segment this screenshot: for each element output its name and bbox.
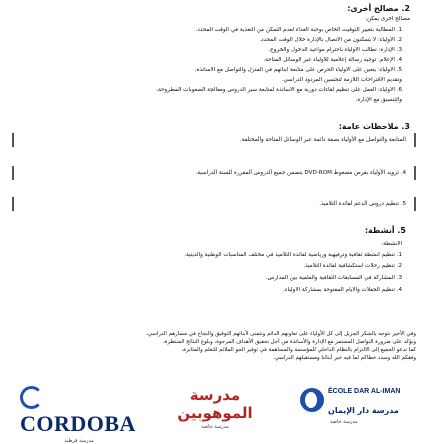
closing-line-3: كما ندعو الجميع إلى الالتزام بالنظام الداخلي للمؤسسة والمساهمة في توفير الجو الملائم للتعلم والمثابرة، [181,347,416,353]
s3-box-2: 4. تزويد الأولياء بقرص مضغوط DVD-ROM يتضمن جميع الدروس المقررة للسنة الدراسية. [12,166,416,180]
s2-item-6b: والتنسيق مع الإدارة. [355,97,402,103]
s3-box-1: المتابعة والتواصل مع الأولياء بصفة دائمة عبر الوسائل المتاحة والمختلفة. [12,133,416,147]
cordoba-logo [20,386,138,444]
middle-school-caption: مدرسة خاصة [201,424,229,430]
closing-paragraph [10,330,416,362]
s2-item-5b: وتقديم الاقتراحات اللازمة لتحسين المردود الدراسي. [281,77,402,83]
s2-item-3: 3. الإدارة: تطالب الأولياء باحترام مواعيد الدخول والخروج. [268,47,402,53]
cordoba-caption: مدرسة قرطبة [64,438,94,444]
ecole-caption: مدرسة خاصة [330,419,358,425]
s2-item-5: 5. الأولياء: يتعين على الأولياء الحرص على متابعة أبنائهم في المنزل والتواصل مع الأساتذة، [194,67,402,73]
s2-item-6: 6. الأولياء: العمل على تنظيم لقاءات دورية مع الأساتذة لمتابعة سير الدروس ومعالجة الصعوبات المطروحة، [156,87,402,93]
s5-line-1: 1. تنظيم أنشطة ثقافية وترفيهية ورياضية لفائدة التلاميذ في مختلف المناسبات الوطنية والدينية. [184,252,402,258]
school-emblem-icon [300,388,324,412]
closing-line-1: وفي الأخير نتوجه بالشكر الجزيل إلى كل الأولياء على تعاونهم الدائم ونتمنى لأبنائهم التوفيق والنجاح في مسارهم الدراسي، [146,331,416,337]
s5-subheading: الأنشطة: [381,241,402,247]
section-3-heading: 3. ملاحظات عامة: [338,122,410,131]
cordoba-wordmark: CORDOBA [20,386,138,437]
s2-item-2: 2. الأولياء: لا يتمكنون من الاتصال بالإدارة خلال الوقت المحدد. [259,37,402,43]
s3-box-3: 5. تنظيم دروس الدعم لفائدة التلاميذ. [12,197,416,211]
closing-line-4: وفقكم الله وسدد خطاكم لما فيه خير أبنائنا ومستقبلهم الدراسي. [272,355,416,361]
closing-line-2: ونؤكد على ضرورة التواصل المستمر مع الإدارة والأساتذة من أجل تحقيق الأهداف المرجوة، وبلوغ النتائج المنتظرة، [162,339,416,345]
section-5-heading: 5. أنشطة: [364,226,406,235]
section-2-heading: 2. مصالح أخرى: [347,4,410,13]
footer-logos [10,386,420,444]
s2-item-4: 4. الإعلام: توجيه رسالة إعلامية للأولياء عبر الوسائل المتاحة. [263,57,402,63]
s2-line-0: مصالح أخرى يمكن: [365,16,410,22]
middle-school-name: مدرسة الموهوبين [177,386,253,422]
s2-item-1: 1. المطالبة بتغيير التوقيت الخاص بوجبة الغداء لعدم التمكن من التغذية في الوقت المحدد. [195,27,402,33]
cordoba-c-mark-icon [20,386,43,409]
s5-line-3: 3. المشاركة في المسابقات الثقافية والعلمية بين المدارس. [265,275,402,281]
middle-school-logo [160,386,270,430]
s5-line-2: 2. تنظيم رحلات استكشافية لفائدة التلاميذ. [303,263,402,269]
ecole-name-ar: مدرسة دار الإيمان [328,406,399,415]
s5-line-4: 4. تنظيم الحفلات والأيام المفتوحة بمشاركة الأولياء. [283,287,402,293]
ecole-name-fr: ÉCOLE DAR AL-IMAN [328,388,401,395]
